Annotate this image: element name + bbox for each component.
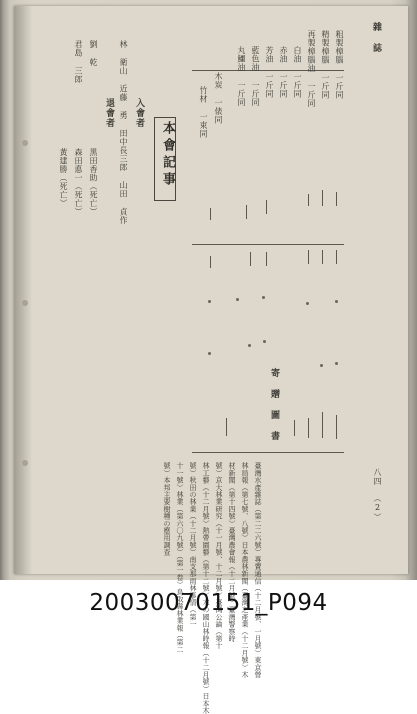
table-value-dot [263, 340, 266, 343]
table-value-dot [208, 300, 211, 303]
table-value-dot [306, 302, 309, 305]
table-row-label: 粗製樟腦 一斤同 [335, 30, 344, 99]
table-value-mark [246, 205, 247, 219]
leave-name: 森田悳一（死亡） [74, 148, 83, 216]
join-names: 林 衛山 近藤 勇 田中長三郎 山田 貞作 [119, 40, 128, 225]
running-title: 雜 誌 [371, 22, 381, 53]
binding-hole [22, 300, 28, 306]
table-value-dot [262, 296, 265, 299]
donation-line: 號）本邦主要樹種の應用調查 [163, 462, 171, 556]
donation-line: 林局報（第七號、八號）日本農林新聞（臺灣之產業（十二月號）木 [241, 462, 249, 678]
table-value-mark [336, 415, 337, 439]
leave-label: 君島 三郎 [74, 40, 83, 84]
table-value-dot [320, 364, 323, 367]
table-value-dot [248, 344, 251, 347]
table-value-dot [208, 352, 211, 355]
table-value-mark [322, 250, 323, 264]
document-page [14, 6, 408, 574]
table-row-label: 精製樟腦 一斤同 [321, 30, 330, 99]
donation-line: 十一號）林業（第六〇九號）（第一卷）鳥取縣林業報（第二 [176, 462, 184, 653]
table-row-label: 木炭 一俵同 [214, 72, 223, 124]
table-value-dot [335, 362, 338, 365]
table-row-label: 赤油 一斤同 [279, 46, 288, 98]
table-row-label: 藍色油 一斤同 [251, 46, 260, 107]
leave-name: 黃建勝（死亡） [59, 148, 68, 208]
table-value-mark [210, 208, 211, 220]
table-value-dot [236, 298, 239, 301]
table-value-mark [308, 418, 309, 438]
table-value-mark [322, 412, 323, 438]
table-value-dot [335, 300, 338, 303]
notice-title: 本會記事 [160, 121, 175, 189]
table-value-mark [226, 418, 227, 436]
table-value-mark [266, 252, 267, 266]
leave-name: 黑田香助（死亡） [89, 148, 98, 216]
table-bottom-rule [192, 452, 344, 453]
donation-line: 號）秋田の林業（十二月號）南支那雨林事情（第一 [189, 462, 197, 628]
page-sub-number: （2） [373, 494, 382, 522]
page-number: 八四 [373, 468, 382, 486]
table-value-mark [308, 250, 309, 264]
join-section-heading: 入會者 [134, 98, 144, 128]
donations-title: 寄 贈 圖 書 [269, 368, 279, 441]
table-value-mark [322, 190, 323, 206]
donation-line: 林工藝（十二月號）熱帶園藝（第十二號）木の國山林時報（十二月號）日本木 [202, 462, 210, 714]
table-value-mark [266, 200, 267, 214]
table-value-mark [336, 250, 337, 264]
table-value-mark [308, 194, 309, 206]
table-row-label: 丸鱷油 一斤同 [237, 46, 246, 107]
table-mid-rule [192, 244, 344, 245]
leave-section-heading: 退會者 [104, 98, 114, 128]
table-value-mark [336, 192, 337, 206]
image-caption: 20030070151_P094 [89, 590, 328, 616]
table-value-mark [294, 420, 295, 436]
donation-line: 號）京大林業研究（十一月號、十二月號）臺灣公論（第十 [215, 462, 223, 650]
table-row-label: 白油 一斤同 [293, 46, 302, 98]
table-row-label: 芳油 一斤同 [265, 46, 274, 98]
table-value-mark [210, 256, 211, 268]
donation-line: 材新聞（第十四號）臺灣農會報（十二月號）臺灣警察時 [228, 462, 236, 642]
donation-line: 臺灣水產雜誌（第二二六號）專賣通信（十二月號、一月號）東京營 [254, 462, 262, 678]
table-value-mark [250, 252, 251, 266]
table-row-label: 竹材 一束同 [199, 86, 208, 138]
leave-label: 劉 乾 [89, 40, 98, 67]
table-row-label: 再製樟腦油 一斤同 [307, 30, 316, 108]
spine-shadow [14, 6, 32, 574]
binding-hole [22, 140, 28, 146]
binding-hole [22, 460, 28, 466]
